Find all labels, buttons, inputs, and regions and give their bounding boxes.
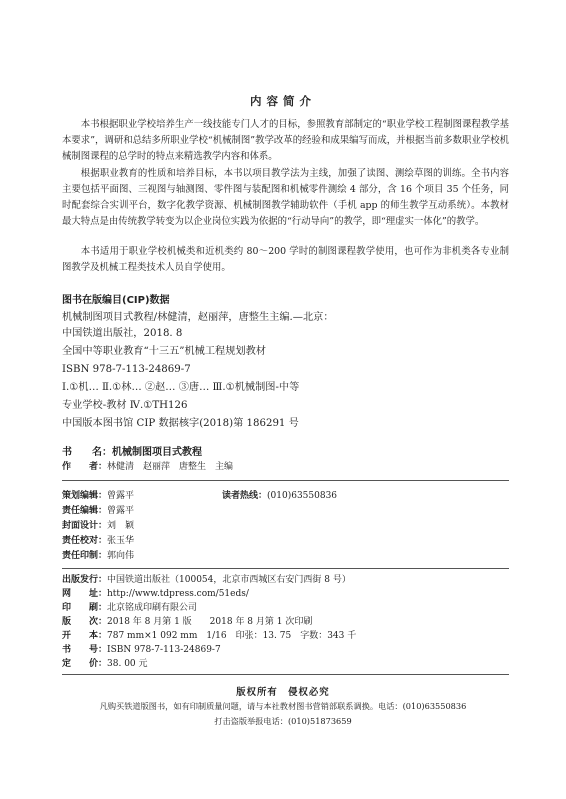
cip-line: 专业学校-教材 Ⅳ.①TH126	[62, 400, 188, 411]
price-row	[62, 658, 148, 671]
publisher-row	[62, 574, 351, 587]
edition-row	[62, 616, 312, 629]
website-value: http://www.tdpress.com/51eds/	[107, 589, 249, 599]
planning-editor-value: 曾露平	[107, 491, 135, 501]
cip-line: 中国铁道出版社，2018. 8	[62, 328, 183, 339]
author-value: 林健清 赵丽萍 唐整生 主编	[107, 462, 234, 472]
summary-paragraph-3: 本书适用于职业学校机械类和近机类约 80～200 学时的制图课程教学使用，也可作为非机类各专业制图教学及机械工程类技术人员自学使用。	[62, 246, 509, 273]
author-row	[62, 461, 233, 474]
cover-design-value: 刘 颖	[107, 521, 135, 531]
divider	[62, 480, 509, 481]
summary-paragraph-2: 根据职业教育的性质和培养目标，本书以项目教学法为主线，加强了读图、测绘草图的训练。全书内容主要包括平面图、三视图与轴测图、零件图与装配图和机械零件测绘 4 部分，含 16 个项目 35 个任务，同时配套综合实训平台，数字化教学资源、机械制图教学辅助软件（手机 app 的师生教学互动系统）。本教材最大特点是由传统教学转变为以企业岗位实践为依据的“行动导向”的教学，即“理虚实一体化”的教学。	[62, 168, 509, 227]
format-label: 开 本：	[62, 631, 108, 641]
printer-label: 印 刷：	[62, 603, 108, 613]
planning-editor-label: 策划编辑：	[62, 491, 108, 501]
cover-design-label: 封面设计：	[62, 521, 108, 531]
summary-paragraph-1: 本书根据职业学校培养生产一线技能专门人才的目标，参照教育部制定的“职业学校工程制图课程教学基本要求”，调研和总结多所职业学校“机械制图”教学改革的经验和成果编写而成，并根据当前多数职业学校机械制图课程的总学时的特点来精选教学内容和体系。	[62, 119, 509, 162]
responsible-editor-value: 曾露平	[107, 506, 135, 516]
divider	[62, 674, 509, 675]
book-title-value: 机械制图项目式教程	[112, 447, 202, 458]
cover-design-row	[62, 520, 134, 533]
edition-label: 版 次：	[62, 617, 108, 627]
website-label: 网 址：	[62, 589, 108, 599]
reader-hotline-value: (010)63550836	[267, 491, 338, 501]
proofreader-value: 张玉华	[107, 536, 135, 546]
edition-value: 2018 年 8 月第 1 版 2018 年 8 月第 1 次印刷	[107, 617, 313, 627]
book-title-label: 书 名：	[62, 447, 112, 458]
cip-record-number: 中国版本图书馆 CIP 数据核字(2018)第 186291 号	[62, 418, 299, 429]
reader-hotline-label: 读者热线：	[222, 491, 268, 501]
printer-value: 北京铭成印刷有限公司	[107, 603, 198, 613]
cip-line: Ⅰ.①机… Ⅱ.①林… ②赵… ③唐… Ⅲ.①机械制图-中等	[62, 382, 300, 393]
isbn-value: ISBN 978-7-113-24869-7	[107, 645, 221, 655]
responsible-editor-row	[62, 505, 134, 518]
format-row	[62, 630, 356, 643]
cip-line: 全国中等职业教育“十三五”机械工程规划教材	[62, 346, 266, 357]
reader-hotline-row	[222, 490, 337, 503]
price-value: 38. 00 元	[107, 659, 148, 669]
cip-isbn-line: ISBN 978-7-113-24869-7	[62, 364, 191, 375]
website-row	[62, 588, 249, 601]
isbn-row	[62, 644, 221, 657]
author-label: 作 者：	[62, 462, 108, 472]
cip-line: 机械制图项目式教程/林健清，赵丽萍，唐整生主编.—北京：	[62, 312, 334, 323]
cip-heading: 图书在版编目(CIP)数据	[62, 295, 170, 306]
piracy-hotline: 打击盗版举报电话：(010)51873659	[214, 716, 352, 726]
print-supervisor-row	[62, 550, 134, 563]
divider	[62, 568, 509, 569]
print-supervisor-value: 郭向伟	[107, 551, 135, 561]
planning-editor-row	[62, 490, 134, 503]
publisher-label: 出版发行：	[62, 575, 108, 585]
printer-row	[62, 602, 197, 615]
print-supervisor-label: 责任印制：	[62, 551, 108, 561]
format-value: 787 mm×1 092 mm 1/16 印张：13. 75 字数：343 千	[107, 631, 357, 641]
price-label: 定 价：	[62, 659, 108, 669]
proofreader-row	[62, 535, 134, 548]
page-title: 内容简介	[250, 94, 316, 108]
quality-notice: 凡购买铁道版图书，如有印制质量问题，请与本社教材图书营销部联系调换。电话：(010)63550836	[99, 701, 467, 711]
publisher-value: 中国铁道出版社（100054，北京市西城区右安门西街 8 号）	[107, 575, 351, 585]
book-title-row	[62, 446, 202, 459]
proofreader-label: 责任校对：	[62, 536, 108, 546]
responsible-editor-label: 责任编辑：	[62, 506, 108, 516]
copyright-notice: 版权所有 侵权必究	[236, 687, 330, 698]
isbn-label: 书 号：	[62, 645, 108, 655]
